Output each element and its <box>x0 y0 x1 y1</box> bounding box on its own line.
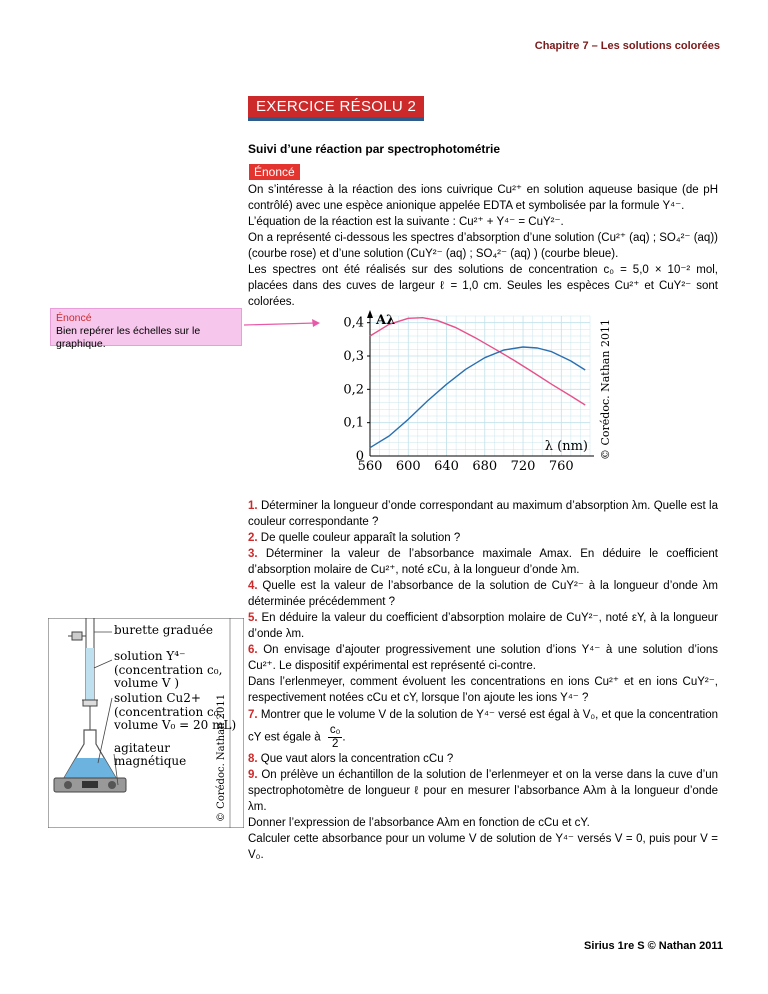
y-tick-label: 0,1 <box>343 415 364 431</box>
x-tick-label: 680 <box>472 459 498 474</box>
label-solY2: (concentration c₀, <box>114 663 223 677</box>
label-burette: burette graduée <box>114 623 213 637</box>
question-9b: Donner l’expression de l’absorbance Aλm en fonction de cCu et cY. <box>248 817 590 829</box>
x-tick-label: 560 <box>357 459 383 474</box>
question-3: 3. Déterminer la valeur de l’absorbance maximale Amax. En déduire le coefficient d’absorption molaire de Cu²⁺, noté εCu, à la longueur d’onde λm. <box>248 548 718 576</box>
fraction <box>328 724 343 751</box>
y-axis-arrow <box>367 310 373 318</box>
fraction-num: c₀ <box>329 724 341 736</box>
side-note-heading: Énoncé <box>56 312 92 324</box>
statement-p2: L’équation de la réaction est la suivante : Cu²⁺ + Y⁴⁻ = CuY²⁻. <box>248 216 564 228</box>
x-tick-label: 760 <box>548 459 574 474</box>
question-6b: Dans l’erlenmeyer, comment évoluent les concentrations en ions Cu²⁺ et en ions CuY²⁻, respectivement notées cCu et cY, lorsque l’on ajoute les ions Y⁴⁻ ? <box>248 676 718 704</box>
x-tick-label: 720 <box>510 459 536 474</box>
question-7: 7. Montrer que le volume V de la solution de Y⁴⁻ versé est égal à V₀, et que la concentration cY est égale à $\frac{\text{c₀}}{2}$ . <box>248 709 719 750</box>
chapter-header: Chapitre 7 – Les solutions colorées <box>534 40 720 52</box>
label-solY3: volume V ) <box>114 676 180 690</box>
fraction-den: 2 <box>331 738 339 750</box>
question-9: 9. On prélève un échantillon de la solution de l’erlenmeyer et on la verse dans la cuve d’un spectrophotomètre de longueur ℓ pour en mesurer l’absorbance Aλm à la longueur d’onde λm. <box>248 769 718 813</box>
exercise-title: EXERCICE RÉSOLU 2 <box>248 96 424 121</box>
absorption-chart <box>326 308 616 494</box>
y-tick-label: 0,3 <box>343 349 364 364</box>
y-tick-label: 0,2 <box>343 382 364 398</box>
label-agit: agitateur <box>114 741 171 755</box>
enonce-tag: Énoncé <box>249 164 300 180</box>
label-solY: solution Y⁴⁻ <box>114 649 186 663</box>
note-arrow <box>242 318 322 332</box>
label-agit2: magnétique <box>114 754 187 768</box>
statement-p3: On a représenté ci-dessous les spectres d’absorption d’une solution (Cu²⁺ (aq) ; SO₄²⁻ (aq)) (courbe rose) et d’une solution (CuY²⁻ (aq) ; SO₄²⁻ (aq) ) (courbe bleue). <box>248 232 718 260</box>
y-tick-label: 0,4 <box>343 315 364 331</box>
y-axis-label: Aλ <box>376 313 396 328</box>
exercise-subtitle: Suivi d’une réaction par spectrophotométrie <box>248 142 501 156</box>
x-tick-label: 600 <box>395 459 421 474</box>
question-2: 2. De quelle couleur apparaît la solution ? <box>248 532 461 544</box>
burette-liquid <box>86 648 94 700</box>
x-axis-label: λ (nm) <box>544 439 588 454</box>
side-note <box>50 308 242 350</box>
label-solCu3: volume V₀ = 20 mL) <box>114 718 237 732</box>
questions <box>248 498 718 863</box>
question-6: 6. On envisage d’ajouter progressivement une solution d’ions Y⁴⁻ à une solution d’ions Cu²⁺. Le dispositif expérimental est représenté ci-contre. <box>248 644 718 672</box>
footer: Sirius 1re S © Nathan 2011 <box>584 940 723 952</box>
label-solCu: solution Cu2+ <box>114 691 201 705</box>
question-1: 1. Déterminer la longueur d’onde correspondant au maximum d’absorption λm. Quelle est la couleur correspondante ? <box>248 500 718 528</box>
statement-p1: On s’intéresse à la réaction des ions cuivrique Cu²⁺ en solution aqueuse basique (de pH contrôlé) avec une espèce anionique appelée EDTA et symbolisée par la formule Y⁴⁻. <box>248 184 718 212</box>
label-solCu2: (concentration c₀, <box>114 705 223 719</box>
question-8: 8. Que vaut alors la concentration cCu ? <box>248 753 454 765</box>
statement-p4: Les spectres ont été réalisés sur des solutions de concentration c₀ = 5,0 × 10⁻² mol, placées dans des cuves de largeur ℓ = 1,0 cm. Seules les espèces Cu²⁺ et CuY²⁻ sont colorées. <box>248 264 718 308</box>
question-4: 4. Quelle est la valeur de l’absorbance de la solution de CuY²⁻ à la longueur d’onde λm déterminée précédemment ? <box>248 580 718 608</box>
chart-grid <box>370 316 590 456</box>
question-5: 5. En déduire la valeur du coefficient d’absorption molaire de CuY²⁻, noté εY, à la longueur d’onde λm. <box>248 612 718 640</box>
chart-axes <box>367 310 594 456</box>
chart-labels <box>343 313 612 474</box>
question-9c: Calculer cette absorbance pour un volume V de solution de Y⁴⁻ versés V = 0, puis pour V = V₀. <box>248 833 718 861</box>
statement <box>248 182 718 310</box>
x-tick-label: 640 <box>434 459 459 474</box>
chart-copyright: © Corédoc. Nathan 2011 <box>599 319 612 460</box>
side-note-text: Bien repérer les échelles sur le graphique. <box>56 325 201 350</box>
setup-copyright: © Corédoc. Nathan 2011 <box>216 693 227 822</box>
y-tick-label: 0 <box>355 449 364 464</box>
series-line-2 <box>370 347 585 448</box>
